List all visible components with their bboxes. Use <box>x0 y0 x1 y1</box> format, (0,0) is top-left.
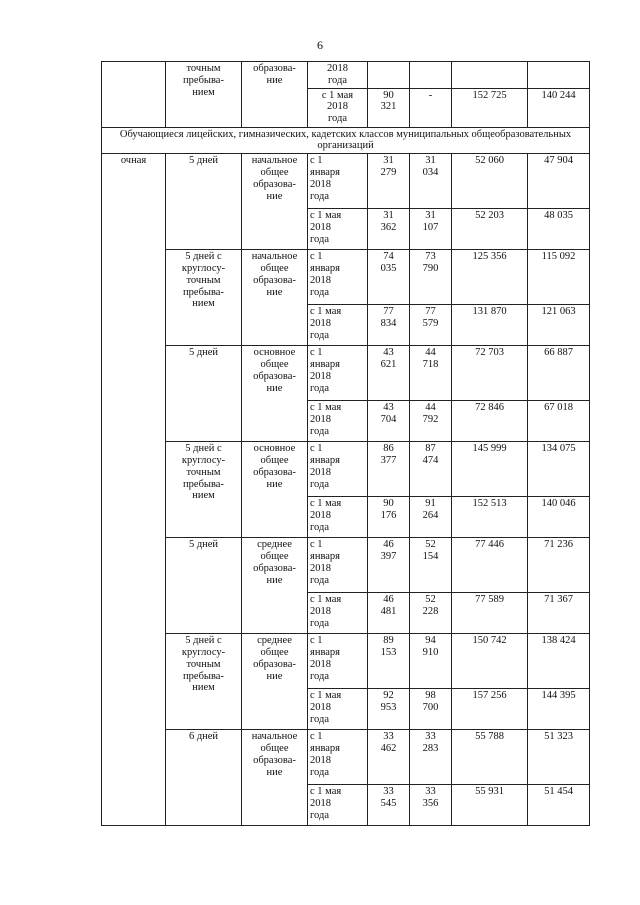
value-cell: 90 176 <box>368 497 410 538</box>
value-cell: 145 999 <box>452 442 528 497</box>
period-cell: с 1 мая 2018 года <box>308 209 368 250</box>
duration-cell: 5 дней с круглосу- точным пребыва- нием <box>166 442 242 538</box>
value-cell: 55 788 <box>452 730 528 785</box>
mode-cell <box>102 62 166 128</box>
education-level-cell: основное общее образова- ние <box>242 442 308 538</box>
value-cell: 150 742 <box>452 634 528 689</box>
value-cell: 89 153 <box>368 634 410 689</box>
value-cell: 144 395 <box>528 689 590 730</box>
table-row <box>102 634 590 689</box>
value-cell: 152 513 <box>452 497 528 538</box>
value-cell: 121 063 <box>528 305 590 346</box>
table-row <box>102 62 590 89</box>
value-cell: 72 846 <box>452 401 528 442</box>
period-cell: с 1 мая 2018 года <box>308 689 368 730</box>
education-level-cell: начальное общее образова- ние <box>242 730 308 826</box>
value-cell: 52 228 <box>410 593 452 634</box>
value-cell: 55 931 <box>452 785 528 826</box>
duration-cell: 5 дней с круглосу- точным пребыва- нием <box>166 250 242 346</box>
duration-cell: 5 дней <box>166 346 242 442</box>
period-cell: с 1 января 2018 года <box>308 154 368 209</box>
value-cell: 51 454 <box>528 785 590 826</box>
value-cell <box>528 62 590 89</box>
table-row <box>102 442 590 497</box>
duration-cell: 5 дней <box>166 154 242 250</box>
table-row <box>102 250 590 305</box>
value-cell: 138 424 <box>528 634 590 689</box>
value-cell: 33 356 <box>410 785 452 826</box>
table-row <box>102 730 590 785</box>
value-cell: 73 790 <box>410 250 452 305</box>
period-cell: с 1 мая 2018 года <box>308 88 368 127</box>
duration-cell: точным пребыва- нием <box>166 62 242 128</box>
value-cell: 92 953 <box>368 689 410 730</box>
value-cell: 140 046 <box>528 497 590 538</box>
value-cell: 94 910 <box>410 634 452 689</box>
value-cell: 43 704 <box>368 401 410 442</box>
value-cell: 31 362 <box>368 209 410 250</box>
value-cell: 51 323 <box>528 730 590 785</box>
education-form-cell: очная <box>102 154 166 826</box>
education-level-cell: среднее общее образова- ние <box>242 538 308 634</box>
table-row <box>102 346 590 401</box>
period-cell: 2018 года <box>308 62 368 89</box>
value-cell: 46 397 <box>368 538 410 593</box>
period-cell: с 1 января 2018 года <box>308 730 368 785</box>
value-cell: 47 904 <box>528 154 590 209</box>
period-cell: с 1 мая 2018 года <box>308 497 368 538</box>
value-cell: 131 870 <box>452 305 528 346</box>
value-cell: 77 579 <box>410 305 452 346</box>
table-row <box>102 154 590 209</box>
value-cell: 77 834 <box>368 305 410 346</box>
value-cell: 74 035 <box>368 250 410 305</box>
period-cell: с 1 мая 2018 года <box>308 401 368 442</box>
education-level-cell: начальное общее образова- ние <box>242 154 308 250</box>
cost-norms-table <box>101 61 590 826</box>
value-cell: 72 703 <box>452 346 528 401</box>
duration-cell: 5 дней с круглосу- точным пребыва- нием <box>166 634 242 730</box>
value-cell: 87 474 <box>410 442 452 497</box>
period-cell: с 1 января 2018 года <box>308 538 368 593</box>
value-cell: 71 236 <box>528 538 590 593</box>
duration-cell: 5 дней <box>166 538 242 634</box>
value-cell: 134 075 <box>528 442 590 497</box>
value-cell: 31 107 <box>410 209 452 250</box>
period-cell: с 1 января 2018 года <box>308 634 368 689</box>
value-cell: 98 700 <box>410 689 452 730</box>
value-cell: 43 621 <box>368 346 410 401</box>
value-cell: 33 545 <box>368 785 410 826</box>
value-cell: 71 367 <box>528 593 590 634</box>
value-cell: 77 446 <box>452 538 528 593</box>
period-cell: с 1 января 2018 года <box>308 346 368 401</box>
period-cell: с 1 мая 2018 года <box>308 785 368 826</box>
value-cell: 86 377 <box>368 442 410 497</box>
value-cell: 157 256 <box>452 689 528 730</box>
value-cell: 125 356 <box>452 250 528 305</box>
value-cell: 90 321 <box>368 88 410 127</box>
education-level-cell: среднее общее образова- ние <box>242 634 308 730</box>
value-cell: 52 203 <box>452 209 528 250</box>
period-cell: с 1 мая 2018 года <box>308 305 368 346</box>
group-heading: Обучающиеся лицейских, гимназических, кадетских классов муниципальных общеобразовательных организаций <box>102 127 590 154</box>
period-cell: с 1 мая 2018 года <box>308 593 368 634</box>
value-cell: 44 718 <box>410 346 452 401</box>
value-cell: 152 725 <box>452 88 528 127</box>
value-cell: 52 060 <box>452 154 528 209</box>
value-cell: 115 092 <box>528 250 590 305</box>
education-level-cell: основное общее образова- ние <box>242 346 308 442</box>
value-cell: 67 018 <box>528 401 590 442</box>
duration-cell: 6 дней <box>166 730 242 826</box>
education-level-cell: начальное общее образова- ние <box>242 250 308 346</box>
value-cell: 91 264 <box>410 497 452 538</box>
value-cell <box>452 62 528 89</box>
value-cell <box>368 62 410 89</box>
value-cell: 33 283 <box>410 730 452 785</box>
value-cell: 77 589 <box>452 593 528 634</box>
value-cell: 140 244 <box>528 88 590 127</box>
value-cell: 52 154 <box>410 538 452 593</box>
group-heading-row <box>102 127 590 154</box>
value-cell: - <box>410 88 452 127</box>
value-cell <box>410 62 452 89</box>
value-cell: 33 462 <box>368 730 410 785</box>
page-number: 6 <box>317 38 323 52</box>
value-cell: 66 887 <box>528 346 590 401</box>
table-row <box>102 538 590 593</box>
education-level-cell: образова- ние <box>242 62 308 128</box>
period-cell: с 1 января 2018 года <box>308 442 368 497</box>
value-cell: 48 035 <box>528 209 590 250</box>
value-cell: 31 279 <box>368 154 410 209</box>
value-cell: 44 792 <box>410 401 452 442</box>
value-cell: 31 034 <box>410 154 452 209</box>
period-cell: с 1 января 2018 года <box>308 250 368 305</box>
value-cell: 46 481 <box>368 593 410 634</box>
